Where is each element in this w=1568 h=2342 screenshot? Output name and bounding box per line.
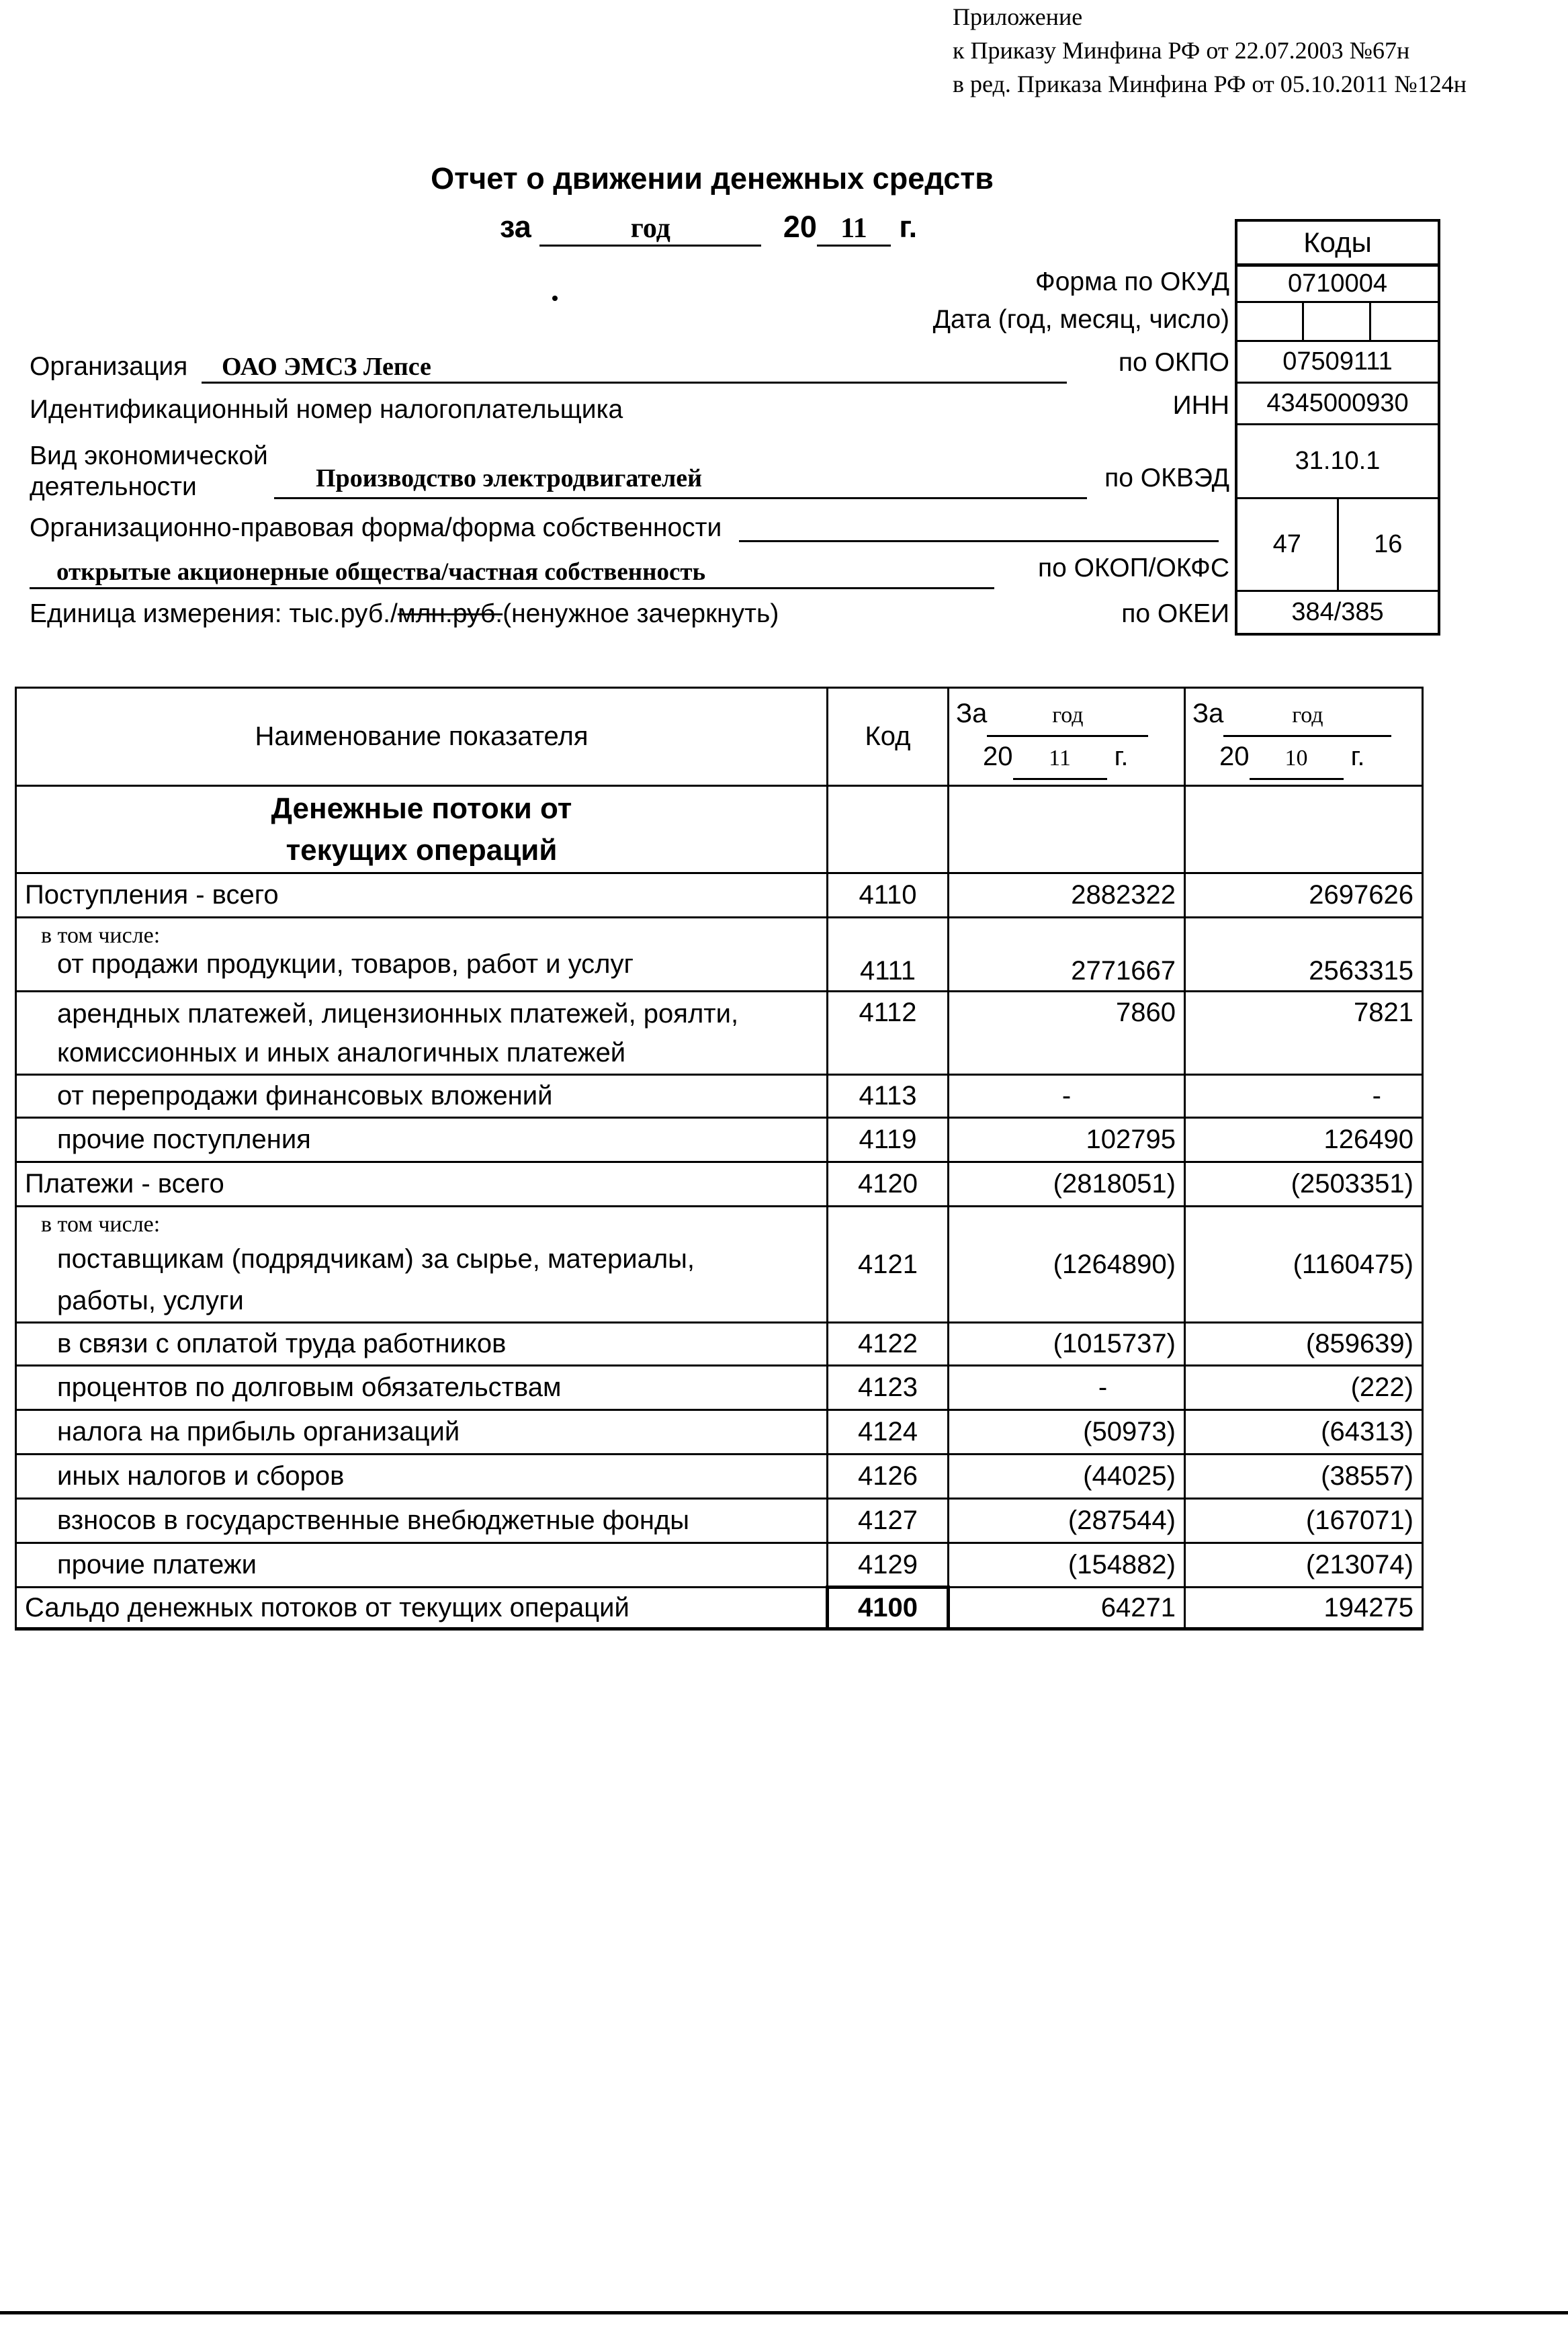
table-row <box>16 1499 1423 1543</box>
row-value-2010: 194275 <box>1185 1588 1423 1629</box>
row-value-2011: (44025) <box>949 1455 1185 1499</box>
row-code: 4122 <box>828 1323 949 1366</box>
row-code: 4100 <box>828 1588 949 1629</box>
in-that-number-label: в том числе: <box>41 923 161 948</box>
section-title <box>16 786 828 873</box>
row-code: 4129 <box>828 1543 949 1588</box>
cash-flow-table <box>15 687 1424 1631</box>
row-value-2010: - <box>1185 1075 1423 1118</box>
row-name: прочие поступления <box>16 1118 828 1162</box>
code-okei: 384/385 <box>1237 590 1438 633</box>
row-value-2010: 2697626 <box>1185 873 1423 918</box>
row-value-2010: 7821 <box>1185 992 1423 1075</box>
label-unit <box>30 599 779 629</box>
row-name: в связи с оплатой труда работников <box>16 1323 828 1366</box>
row-name: процентов по долговым обязательствам <box>16 1366 828 1410</box>
row-name: взносов в государственные внебюджетные фонды <box>16 1499 828 1543</box>
unit-struck: млн.руб. <box>397 599 503 628</box>
row-code: 4127 <box>828 1499 949 1543</box>
col1-period: год <box>987 696 1148 737</box>
table-row <box>16 1366 1423 1410</box>
label-activity-line1: Вид экономической <box>30 441 268 470</box>
row-code: 4112 <box>828 992 949 1075</box>
table-row <box>16 1162 1423 1207</box>
row-code: 4126 <box>828 1455 949 1499</box>
label-okei: по ОКЕИ <box>1121 599 1229 628</box>
row-name: от перепродажи финансовых вложений <box>16 1075 828 1118</box>
row-value-2010: (213074) <box>1185 1543 1423 1588</box>
activity-value: Производство электродвигателей <box>316 464 703 492</box>
table-row <box>16 1410 1423 1455</box>
period-value: год <box>539 212 761 247</box>
header-col-2010 <box>1185 688 1423 786</box>
row-value-2011: 64271 <box>949 1588 1185 1629</box>
in-that-number-label: в том числе: <box>41 1212 161 1237</box>
table-row <box>16 1118 1423 1162</box>
col1-prefix: За <box>956 698 988 728</box>
row-name-line2: комиссионных и иных аналогичных платежей <box>57 1037 626 1068</box>
row-value-2011: (154882) <box>949 1543 1185 1588</box>
year-value: 11 <box>817 212 891 247</box>
row-name-line1: арендных платежей, лицензионных платежей, роялти, <box>57 998 739 1029</box>
row-name-text: от продажи продукции, товаров, работ и услуг <box>57 949 634 979</box>
row-value-2010: (167071) <box>1185 1499 1423 1543</box>
row-value-2010: (2503351) <box>1185 1162 1423 1207</box>
year-suffix: г. <box>899 210 918 244</box>
table-row <box>16 992 1423 1075</box>
row-code: 4121 <box>828 1207 949 1323</box>
table-row-total <box>16 1588 1423 1629</box>
row-name: налога на прибыль организаций <box>16 1410 828 1455</box>
label-inn-short: ИНН <box>1172 391 1229 420</box>
row-value-2010: 2563315 <box>1185 918 1423 992</box>
header-name: Наименование показателя <box>16 688 828 786</box>
row-name: Платежи - всего <box>16 1162 828 1207</box>
section-row <box>16 786 1423 873</box>
row-name: Сальдо денежных потоков от текущих операций <box>16 1588 828 1629</box>
row-value-2011: 2771667 <box>949 918 1185 992</box>
code-okfs: 16 <box>1374 530 1403 558</box>
code-date <box>1237 301 1438 340</box>
row-value-2011: 102795 <box>949 1118 1185 1162</box>
col2-year-prefix: 20 <box>1219 741 1250 771</box>
table-row <box>16 1455 1423 1499</box>
code-okpo: 07509111 <box>1237 340 1438 382</box>
header-code: Код <box>828 688 949 786</box>
label-legal-form: Организационно-правовая форма/форма собственности <box>30 513 722 542</box>
row-value-2011: 7860 <box>949 992 1185 1075</box>
label-activity <box>30 441 268 503</box>
label-organization: Организация <box>30 352 188 381</box>
table-row <box>16 1543 1423 1588</box>
row-code: 4119 <box>828 1118 949 1162</box>
table-row <box>16 1323 1423 1366</box>
code-date-day <box>1371 303 1438 340</box>
period-prefix: за <box>500 210 531 244</box>
scan-dot <box>552 296 558 301</box>
legal-form-value: открытые акционерные общества/частная собственность <box>56 558 706 586</box>
row-code: 4111 <box>828 918 949 992</box>
row-value-2011: (1015737) <box>949 1323 1185 1366</box>
row-value-2010: (64313) <box>1185 1410 1423 1455</box>
row-value-2011: (50973) <box>949 1410 1185 1455</box>
code-date-month <box>1304 303 1370 340</box>
label-okved: по ОКВЭД <box>1104 464 1229 492</box>
row-value-2011: (1264890) <box>949 1207 1185 1323</box>
code-okud: 0710004 <box>1237 263 1438 301</box>
code-inn: 4345000930 <box>1237 382 1438 423</box>
row-name: Поступления - всего <box>16 873 828 918</box>
label-okpo: по ОКПО <box>1118 348 1229 377</box>
table-row <box>16 1207 1423 1323</box>
section-title-line1: Денежные потоки от <box>271 791 572 825</box>
label-okopf: по ОКОП/ОКФС <box>1038 554 1229 582</box>
row-name-line2: работы, услуги <box>57 1286 244 1315</box>
report-period <box>500 210 917 247</box>
row-name: иных налогов и сборов <box>16 1455 828 1499</box>
label-activity-line2: деятельности <box>30 472 197 501</box>
table-row <box>16 1075 1423 1118</box>
col2-prefix: За <box>1192 698 1224 728</box>
row-value-2011: (2818051) <box>949 1162 1185 1207</box>
year-prefix: 20 <box>783 210 817 244</box>
label-okud: Форма по ОКУД <box>1035 267 1229 296</box>
row-value-2010: 126490 <box>1185 1118 1423 1162</box>
col1-year-prefix: 20 <box>983 741 1013 771</box>
code-date-year <box>1237 303 1304 340</box>
table-row <box>16 873 1423 918</box>
appendix-note <box>953 0 1467 101</box>
row-name: прочие платежи <box>16 1543 828 1588</box>
row-code: 4110 <box>828 873 949 918</box>
row-code: 4123 <box>828 1366 949 1410</box>
row-code: 4113 <box>828 1075 949 1118</box>
row-name <box>16 992 828 1075</box>
unit-suffix: (ненужное зачеркнуть) <box>503 599 779 628</box>
row-name-line1: поставщикам (подрядчикам) за сырье, материалы, <box>57 1244 695 1274</box>
page-bottom-rule <box>0 2311 1568 2314</box>
row-code: 4120 <box>828 1162 949 1207</box>
codes-header: Коды <box>1303 226 1372 258</box>
label-date: Дата (год, месяц, число) <box>932 305 1229 334</box>
organization-value: ОАО ЭМСЗ Лепсе <box>222 353 431 381</box>
col1-suffix: г. <box>1114 741 1129 771</box>
table-header-row <box>16 688 1423 786</box>
row-value-2011: - <box>949 1366 1185 1410</box>
section-title-line2: текущих операций <box>286 833 558 867</box>
appendix-line-2: к Приказу Минфина РФ от 22.07.2003 №67н <box>953 37 1410 64</box>
appendix-line-1: Приложение <box>953 3 1083 30</box>
row-value-2010: (38557) <box>1185 1455 1423 1499</box>
row-value-2011: 2882322 <box>949 873 1185 918</box>
table-row <box>16 918 1423 992</box>
row-value-2011: - <box>949 1075 1185 1118</box>
code-okopf-okfs <box>1237 497 1438 590</box>
legal-form-line-top <box>739 511 1219 542</box>
row-value-2010: (859639) <box>1185 1323 1423 1366</box>
row-value-2010: (222) <box>1185 1366 1423 1410</box>
code-okved: 31.10.1 <box>1237 423 1438 497</box>
appendix-line-3: в ред. Приказа Минфина РФ от 05.10.2011 №124н <box>953 71 1467 97</box>
row-value-2010: (1160475) <box>1185 1207 1423 1323</box>
label-inn: Идентификационный номер налогоплательщика <box>30 395 623 424</box>
unit-prefix: Единица измерения: тыс.руб./ <box>30 599 398 628</box>
header-col-2011 <box>949 688 1185 786</box>
col2-suffix: г. <box>1350 741 1365 771</box>
row-value-2011: (287544) <box>949 1499 1185 1543</box>
col2-year: 10 <box>1250 739 1344 780</box>
codes-box <box>1235 219 1440 636</box>
row-name <box>16 1207 828 1323</box>
code-okopf: 47 <box>1237 499 1339 590</box>
col2-period: год <box>1223 696 1391 737</box>
row-name <box>16 918 828 992</box>
row-code: 4124 <box>828 1410 949 1455</box>
col1-year: 11 <box>1013 739 1107 780</box>
report-title: Отчет о движении денежных средств <box>431 161 994 196</box>
